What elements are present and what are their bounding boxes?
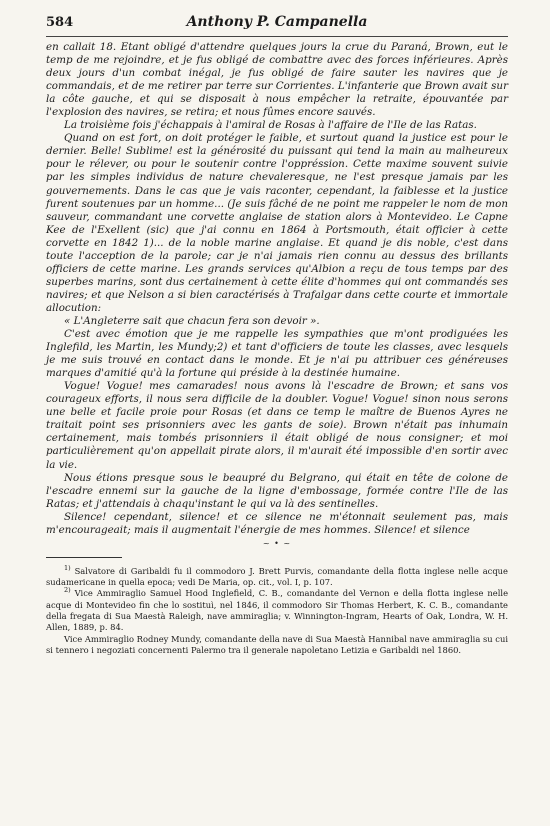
catchword-ornament: ~ • ~ — [262, 538, 292, 548]
page-number: 584 — [46, 15, 74, 30]
footnote-text: Vice Ammiraglio Rodney Mundy, comandante della nave di Sua Maestà Hannibal nave ammiraglia su cui si tennero i negoziati concernenti Palermo tra il generale napoletano Letizia e Garibaldi nel 1860. — [46, 633, 508, 655]
paragraph: en callait 18. Etant obligé d'attendre quelques jours la crue du Paraná, Brown, eut le temp de me rejoindre, et je fus obligé de combattre avec des forces inférieures. Après deux jours d'un combat inégal, je fus obligé de faire sauter les navires que je commandais, et de me retirer par terre sur Corrientes. L'infanterie que Brown avait sur la côte gauche, et qui se disposait à nous empêcher la retraite, épouvantée par l'explosion des navires, se retira; et nous fûmes encore sauvés. — [46, 41, 508, 119]
paragraph: Silence! cependant, silence! et ce silence ne m'étonnait seulement pas, mais m'encourageait; mais il augmentait l'énergie de mes hommes. Silence! et silence — [46, 510, 508, 536]
footnote — [46, 634, 508, 657]
footnote-marker: 2) — [64, 586, 71, 595]
main-text — [46, 41, 508, 537]
paragraph: Quand on est fort, on doit protéger le faible, et surtout quand la justice est pour le dernier. Belle! Sublime! est la générosité du puissant qui tend la main au malheureux pour le rélever, ou pour le soutenir contre l'oppréssion. Cette maxime souvent suivie par les simples individus de nature chevaleresque, ne l'est presque jamais par les gouvernements. Dans le cas que je vais raconter, cependant, la faiblesse et la justice furent soutenues par un homme... (Je suis fâché de ne point me rappeler le nom de mon sauveur, commandant une corvette anglaise de station alors à Montevideo. Le Capne Kee de l'Exellent (sic) que j'ai connu en 1864 à Portsmouth, était officier à cette corvette en 1842 1)... de la noble marine anglaise. Et quand je dis noble, c'est dans toute l'acception de la parole; car je n'ai jamais rien connu au dessus des brillants officiers de cette marine. Les grands services qu'Albion a reçu de tous temps par des superbes marins, sont dus certainement à cette élite d'hommes qui ont commandés ses navires; et que Nelson a si bien caractérisés à Trafalgar dans cette courte et immortale allocution: — [46, 132, 508, 314]
footnote-text: Salvatore di Garibaldi fu il commodoro J. Brett Purvis, comandante della flotta inglese nelle acque sudamericane in quella epoca; vedi De Maria, op. cit., vol. I, p. 107. — [46, 565, 508, 588]
footnote — [46, 588, 508, 633]
page-header — [46, 14, 508, 37]
footnotes — [46, 566, 508, 656]
running-title: Anthony P. Campanella — [186, 14, 368, 30]
paragraph: La troisième fois j'échappais à l'amiral de Rosas à l'affaire de l'Ile de las Ratas. — [64, 119, 477, 132]
footnote — [46, 566, 508, 589]
footnote-text: Vice Ammiraglio Samuel Hood Inglefield, C. B., comandante del Vernon e della flotta inglese nelle acque di Montevideo fin che lo sostituì, nel 1846, il commodoro Sir Thomas Herbert, K. C. B., comandante della fregata di Sua Maestà Raleigh, nave ammiraglia; v. Winnington-Ingram, Hearts of Oak, Londra, W. H. Allen, 1889, p. 84. — [46, 588, 509, 633]
paragraph: C'est avec émotion que je me rappelle les sympathies que m'ont prodiguées les Inglefild, les Martin, les Mundy;2) et tant d'officiers de toute les classes, avec lesquels je me suis trouvé en contact dans le monde. Et je n'ai pu attribuer ces généreuses marques d'amitié qu'à la fortune qui préside à la destinée humaine. — [46, 328, 508, 380]
paragraph: Vogue! Vogue! mes camarades! nous avons là l'escadre de Brown; et sans vos courageux efforts, il nous sera difficile de la doubler. Vogue! Vogue! sinon nous serons une belle et facile proie pour Rosas (et dans ce temp le maître de Buenos Ayres ne traitait point ses prisonniers avec les gants de soie). Brown n'était pas inhumain certainement, mais tombés prisonniers il était obligé de nous consigner; et moi particulièrement qu'on appellait pirate alors, il m'aurait été impossible d'en sortir avec la vie. — [46, 380, 508, 471]
paragraph: Nous étions presque sous le beaupré du Belgrano, qui était en tête de colone de l'escadre ennemi sur la gauche de la ligne d'embossage, formée contre l'Ile de las Ratas; et j'attendais à chaqu'instant le qui va là des sentinelles. — [46, 471, 508, 510]
footnote-rule — [46, 557, 122, 558]
footnote-marker: 1) — [64, 564, 71, 572]
quotation: « L'Angleterre sait que chacun fera son devoir ». — [64, 314, 320, 327]
